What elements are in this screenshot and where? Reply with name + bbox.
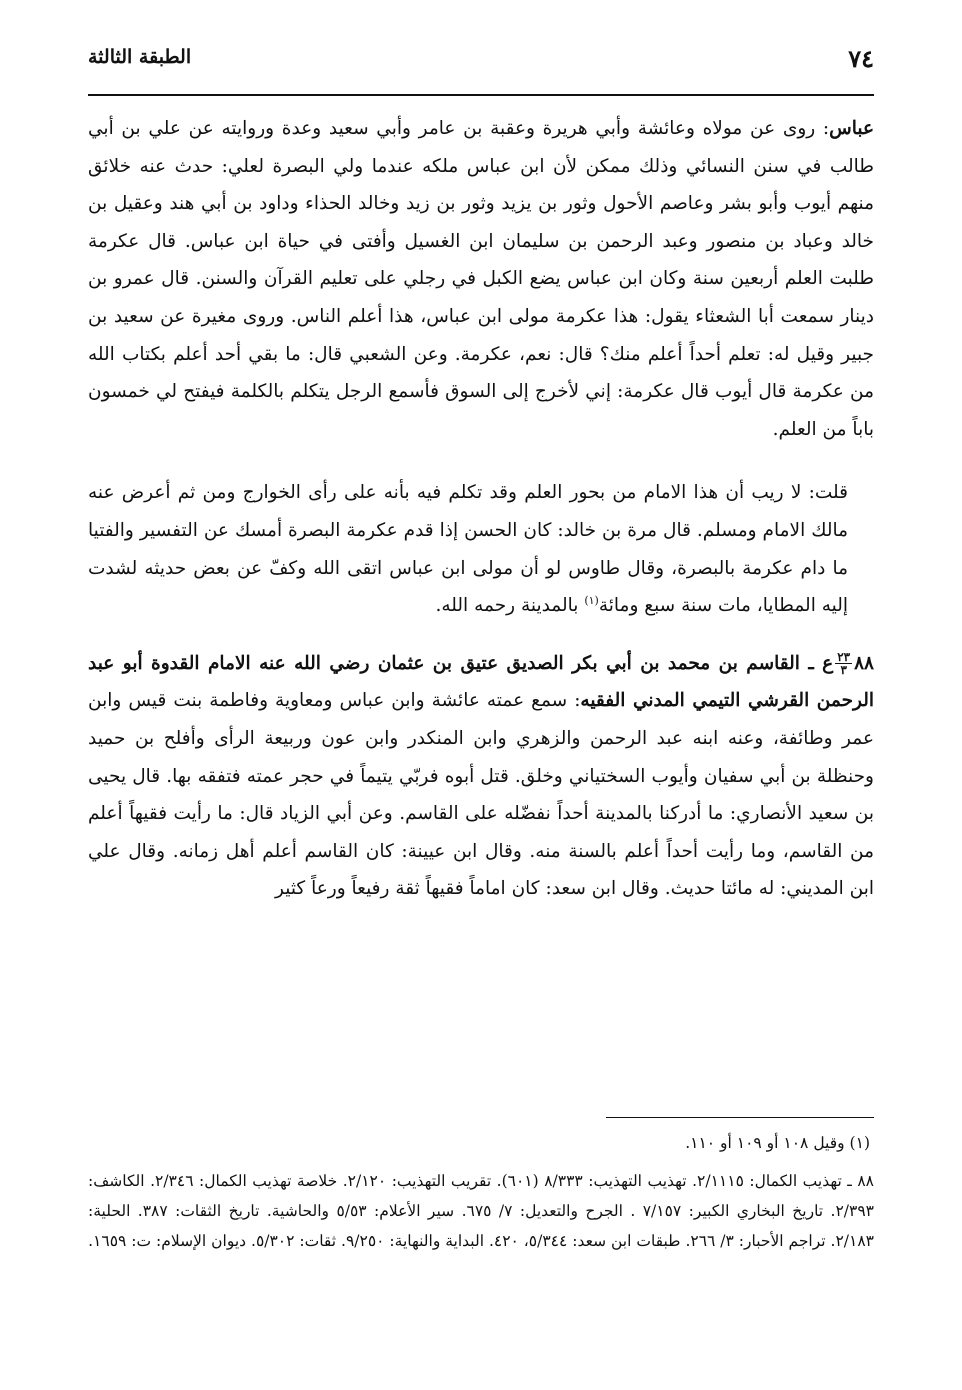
entry-text: : سمع عمته عائشة وابن عباس ومعاوية وفاطمة بنت قيس وابن عمر وطائفة، وعنه ابنه عبد الرحمن والزهري وابن المنكدر وابن عون وربيعة الرأى وأفلح بن حميد وحنظلة بن أبي سفيان وأيوب السختياني وخلق. قتل أبوه فربّي يتيماً في حجر عمته فتفقه بها. قال يحيى بن سعيد الأنصاري: ما أدركنا بالمدينة أحداً نفضّله على القاسم. وعن أبي الزياد قال: ما رأيت فقيهاً أعلم من القاسم، وما رأيت أحداً أعلم بالسنة منه. وقال ابن عيينة: كان القاسم أعلم أهل زمانه. وقال علي ابن المديني: له مائتا حديث. وقال ابن سعد: كان اماماً فقيهاً ثقة رفيعاً ورعاً كثير xyxy=(88,690,874,900)
commentary-paragraph xyxy=(88,474,874,624)
running-title: الطبقة الثالثة xyxy=(88,46,192,68)
entry-symbol: ع xyxy=(822,652,834,674)
entry-fraction xyxy=(835,651,852,676)
fraction-numerator: ٢٣ xyxy=(837,650,851,665)
entry-number: ٨٨ xyxy=(854,652,874,674)
page-number: ٧٤ xyxy=(848,44,874,73)
entry-title: القاسم بن محمد بن أبي بكر الصديق عتيق بن عثمان رضي الله عنه الامام القدوة أبو عبد الرحمن القرشي التيمي المدني الفقيه xyxy=(88,652,874,712)
footnote-marker: (١) xyxy=(584,593,599,607)
page-header xyxy=(88,40,874,80)
footnote-sources-88: ٨٨ ـ تهذيب الكمال: ٢/١١١٥. تهذيب التهذيب: ٨/٣٣٣ (٦٠١). تقريب التهذيب: ٢/١٢٠. خلاصة تهذيب الكمال: ٢/٣٤٦. الكاشف: ٢/٣٩٣. تاريخ البخاري الكبير: ٧/١٥٧ . الجرح والتعديل: ٧/ ٦٧٥. سير الأعلام: ٥/٥٣ والحاشية. تاريخ الثقات: ٣٨٧. الحلية: ٢/١٨٣. تراجم الأحبار: ٣/ ٢٦٦. طبقات ابن سعد: ٥/٣٤٤، ٤٢٠. البداية والنهاية: ٩/٢٥٠. ثقات: ٥/٣٠٢. ديوان الإسلام: ت: ١٦٥٩. xyxy=(88,1172,874,1250)
entry-continuation xyxy=(88,110,874,448)
fraction-denominator: ٣ xyxy=(840,663,847,678)
entry-lead-word: عباس xyxy=(829,118,874,139)
commentary-text: قلت: لا ريب أن هذا الامام من بحور العلم وقد تكلم فيه بأنه على رأى الخوارج ومن ثم أعرض عنه مالك الامام ومسلم. قال مرة بن خالد: كان الحسن إذا قدم عكرمة البصرة أمسك عن التفسير والفتيا ما دام عكرمة بالبصرة، وقال طاوس لو أن مولى ابن عباس اتقى الله وكفّ عن بعض حديثه لشدت إليه المطايا، مات سنة سبع ومائة xyxy=(88,482,848,617)
entry-continuation-text: : روى عن مولاه وعائشة وأبي هريرة وعقبة بن عامر وأبي سعيد وعدة وروايته عن علي بن أبي طالب في سنن النسائي وذلك ممكن لأن ابن عباس ملكه عندما ولي البصرة لعلي: حدث عنه خلائق منهم أيوب وأبو بشر وعاصم الأحول وثور بن يزيد وثور بن زيد وخالد الحذاء وداود بن أبي هند وعقيل بن خالد وعباد بن منصور وعبد الرحمن بن سليمان ابن الغسيل وأفتى في حياة ابن عباس. قال عكرمة طلبت العلم أربعين سنة وكان ابن عباس يضع الكبل في رجلي على تعليم القرآن والسنن. قال عمرو بن دينار سمعت أبا الشعثاء يقول: هذا عكرمة مولى ابن عباس، هذا أعلم الناس. وروى مغيرة عن سعيد بن جبير وقيل له: تعلم أحداً أعلم منك؟ قال: نعم، عكرمة. وعن الشعبي قال: ما بقي أحد أعلم بكتاب الله من عكرمة قال أيوب قال عكرمة: إني لأخرج إلى السوق فأسمع الرجل يتكلم بالكلمة فيفتح لي خمسون باباً من العلم. xyxy=(88,118,874,440)
commentary-text-end: بالمدينة رحمه الله. xyxy=(435,595,585,617)
footnotes xyxy=(88,1128,874,1256)
footnote-separator xyxy=(606,1117,874,1118)
entry-dash: ـ xyxy=(799,652,823,674)
main-text xyxy=(88,110,874,908)
biography-entry-88 xyxy=(88,645,874,908)
footnote-1: (١) وقيل ١٠٨ أو ١٠٩ أو ١١٠. xyxy=(685,1134,870,1152)
header-rule xyxy=(88,94,874,96)
